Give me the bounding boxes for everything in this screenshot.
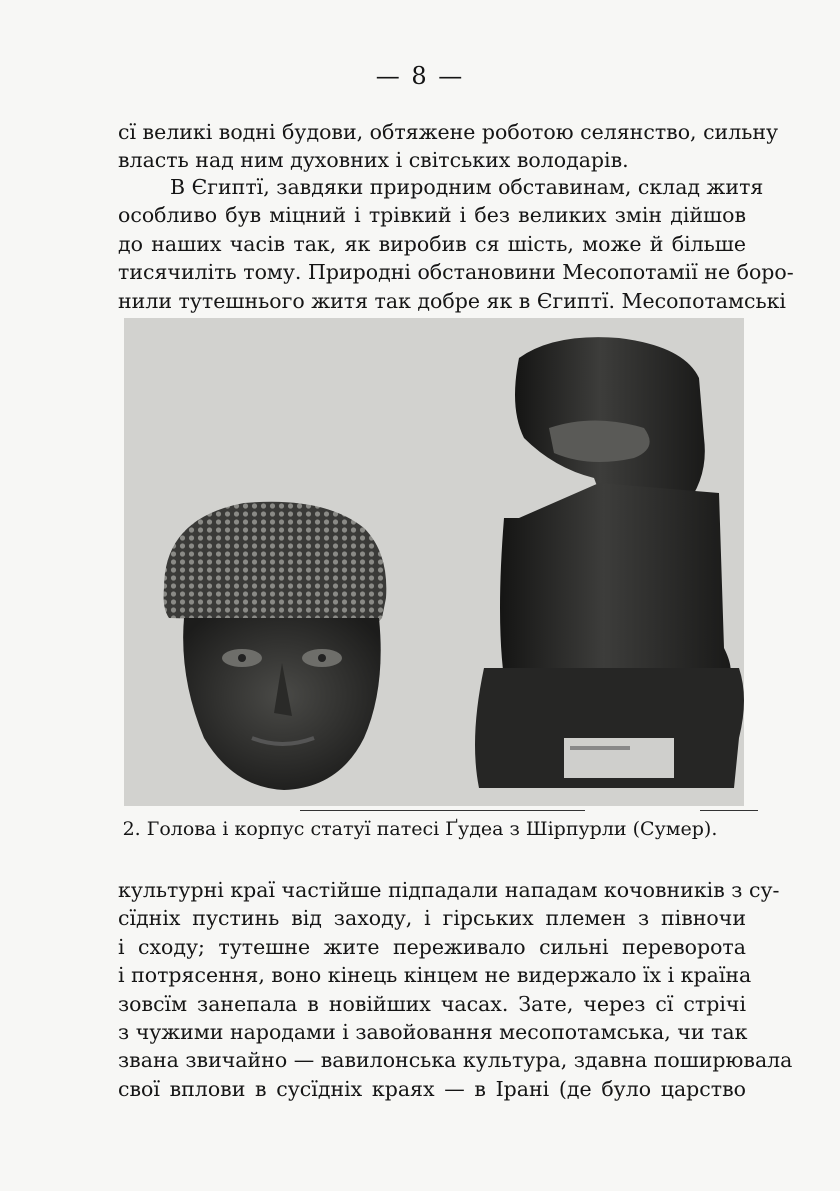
paragraph-3	[118, 876, 793, 1103]
text-line: сїдніх пустинь від заходу, і гірських племен з півночи	[118, 906, 746, 931]
text-line: сї великі водні будови, обтяжене роботою селянство, сильну	[118, 120, 779, 144]
text-line: власть над ним духовних і світських володарів.	[118, 148, 629, 173]
text-line: з чужими народами і завойовання месопотамська, чи так	[118, 1020, 748, 1045]
text-line: нили тутешнього житя так добре як в Єгиптї. Месопотамські	[118, 288, 786, 313]
paragraph-2	[118, 173, 794, 315]
text-line: і потрясення, воно кінець кінцем не видержало їх і країна	[118, 963, 752, 988]
text-line: культурні краї частійше підпадали нападам кочовників з су-	[118, 878, 780, 902]
text-line: тисячиліть тому. Природні обстановини Месопотамії не боро-	[118, 260, 794, 285]
paragraph-1	[118, 118, 779, 175]
page-number: — 8 —	[375, 62, 465, 90]
text-line: особливо був міцний і трівкий і без великих змін дійшов	[118, 203, 746, 228]
caption-rule-right	[700, 810, 758, 811]
text-line: В Єгиптї, завдяки природним обставинам, склад житя	[170, 175, 764, 199]
text-line: свої вплови в сусїдніх краях — в Ірані (де було царство	[118, 1076, 746, 1101]
caption-rule-left	[300, 810, 585, 811]
text-line: звана звичайно — вавилонська культура, здавна поширювала	[118, 1048, 793, 1073]
statue-photograph	[124, 318, 744, 806]
text-line: до наших часів так, як виробив ся шість, може й більше	[118, 231, 746, 256]
text-line: зовсїм занепала в новійших часах. Зате, через сї стрічі	[118, 991, 746, 1016]
figure-caption: 2. Голова і корпус статуї патесі Ґудеа з Шірпурли (Сумер).	[122, 818, 718, 840]
text-line: і сходу; тутешне жите переживало сильні переворота	[118, 934, 746, 959]
